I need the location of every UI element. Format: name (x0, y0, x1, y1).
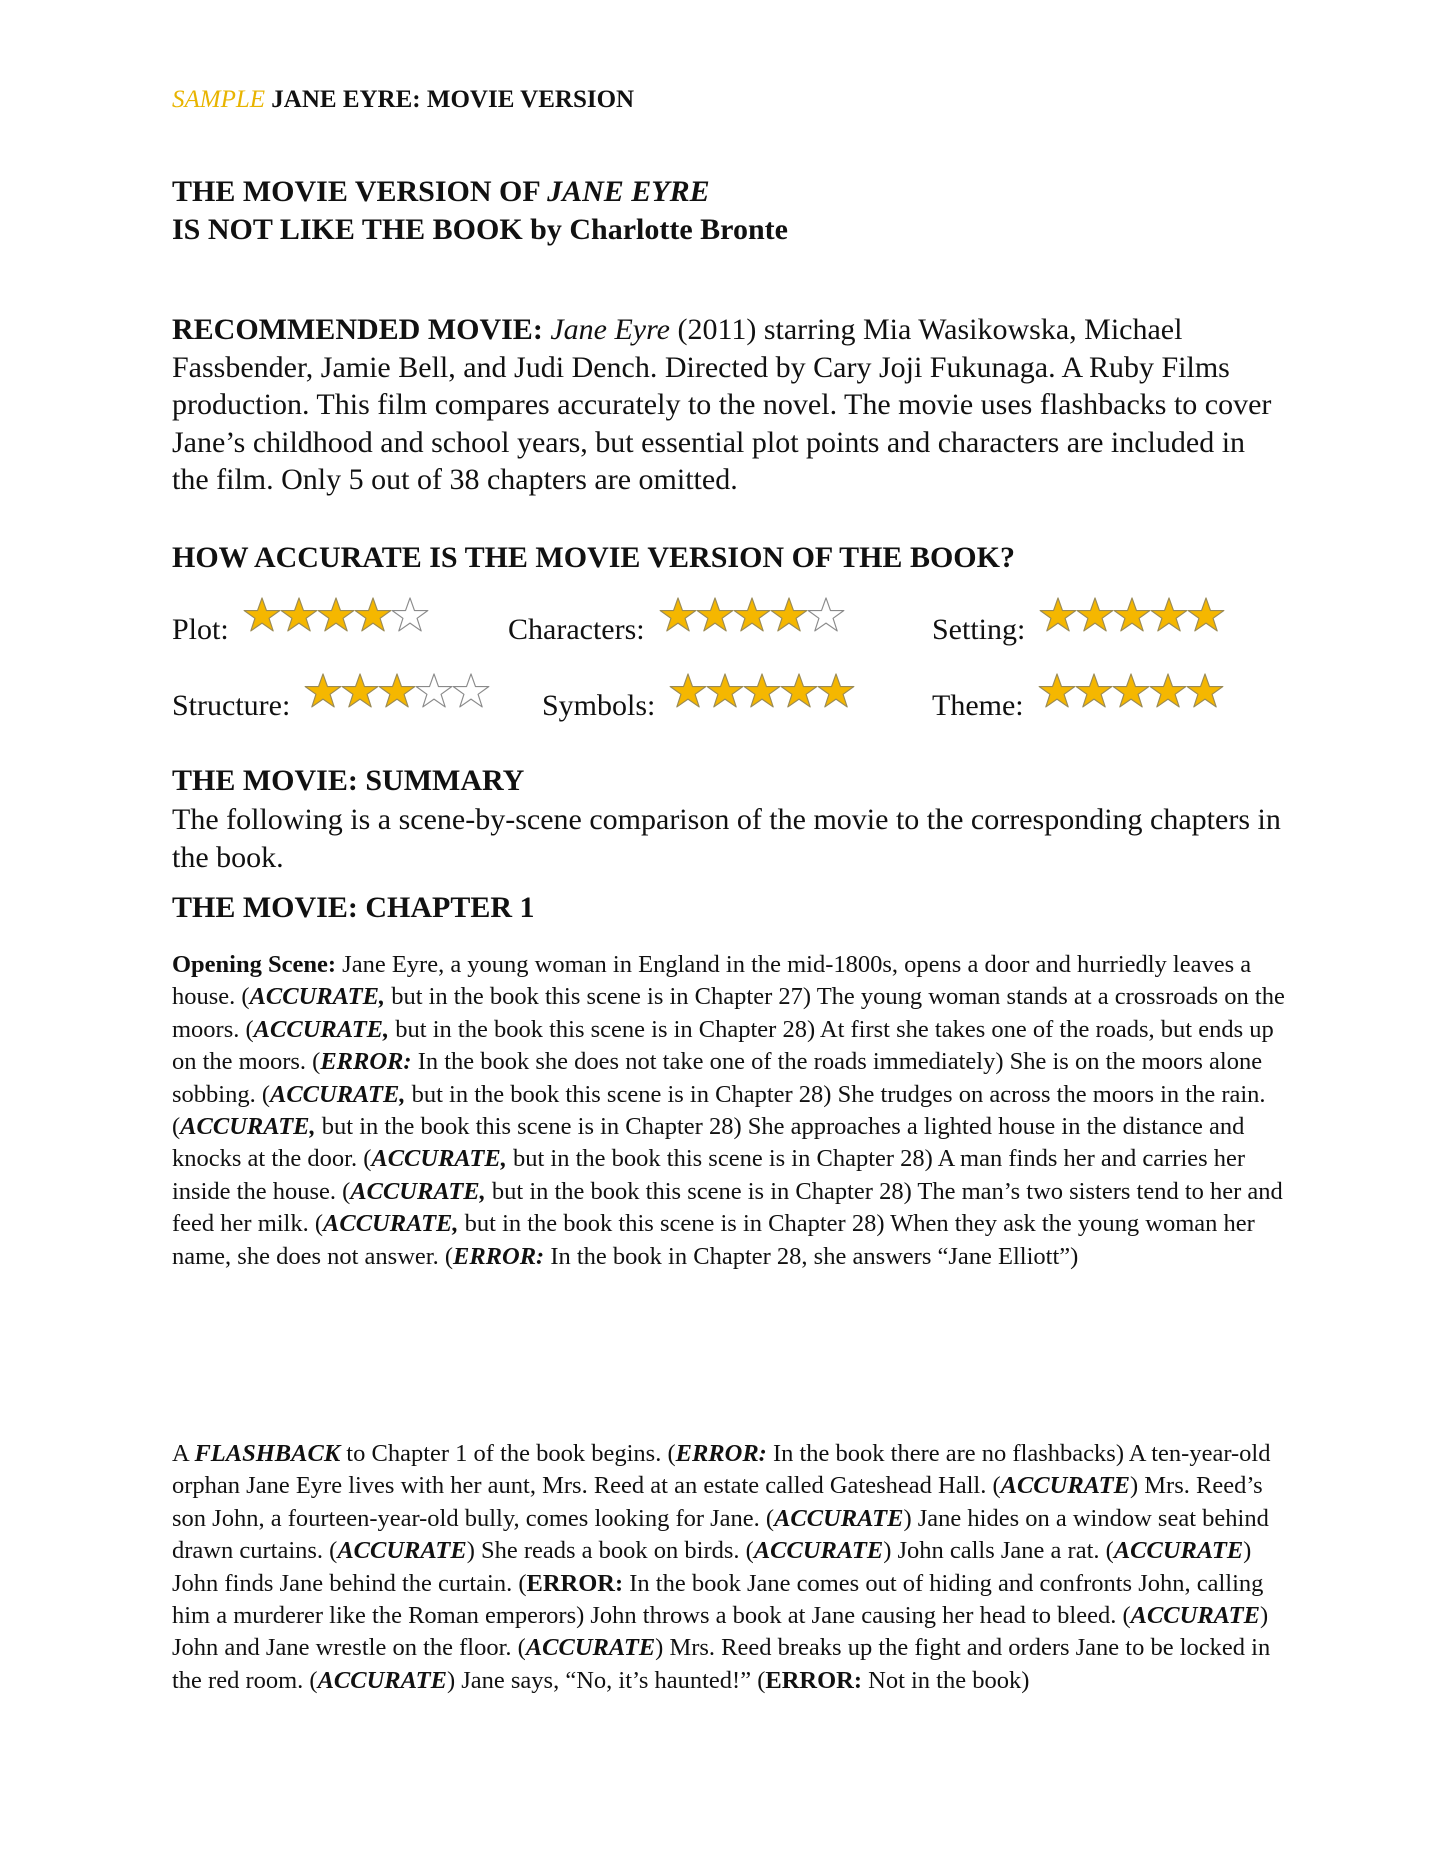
bold-italic-tag: ACCURATE (753, 1537, 884, 1565)
star-filled-icon (817, 672, 855, 710)
bold-italic-tag: ERROR: (320, 1048, 412, 1076)
bold-italic-tag: ACCURATE, (323, 1210, 459, 1238)
bold-italic-tag: ACCURATE, (350, 1177, 486, 1205)
star-filled-icon (770, 596, 808, 634)
bold-italic-tag: ACCURATE (1113, 1537, 1244, 1565)
star-filled-icon (1112, 672, 1150, 710)
star-filled-icon (304, 672, 342, 710)
star-empty-icon (807, 596, 845, 634)
title-line-2: IS NOT LIKE THE BOOK by Charlotte Bronte (172, 213, 788, 246)
ratings-grid (172, 600, 1292, 752)
text-segment: but in the book this scene is in Chapter 28) The man’s two sisters tend to her and feed her milk. ( (172, 1177, 1283, 1238)
text-segment: ) Jane says, “No, it’s haunted!” ( (446, 1666, 766, 1694)
star-rating (243, 596, 428, 634)
star-rating (1039, 596, 1224, 634)
opening-scene-paragraph (172, 949, 1290, 1273)
ratings-row-2 (172, 676, 1292, 752)
text-segment: to Chapter 1 of the book begins. ( (340, 1440, 676, 1467)
ratings-row-1 (172, 600, 1292, 676)
title-book-name: JANE EYRE (547, 175, 710, 208)
star-filled-icon (743, 672, 781, 710)
star-rating (669, 672, 854, 710)
bold-italic-tag: ACCURATE (1000, 1472, 1130, 1500)
title-prefix: THE MOVIE VERSION OF (172, 175, 548, 208)
star-filled-icon (1038, 672, 1076, 710)
rating-structure (172, 676, 489, 736)
bold-italic-tag: ACCURATE, (253, 1015, 390, 1043)
star-filled-icon (317, 596, 355, 634)
text-segment: In the book in Chapter 28, she answers “Jane Elliott”) (544, 1242, 1079, 1270)
text-segment: In the book Jane comes out of hiding and confronts John, calling him a murderer like the Roman emperors) John throws a book at Jane causing her head to bleed. ( (172, 1569, 1264, 1630)
rating-label: Theme: (932, 689, 1024, 722)
star-filled-icon (1150, 596, 1188, 634)
text-segment: but in the book this scene is in Chapter 28) When they ask the young woman her name, she does not answer. ( (172, 1210, 1255, 1270)
text-segment: A (172, 1440, 195, 1467)
bold-italic-tag: ACCURATE, (249, 983, 386, 1011)
opening-scene-label: Opening Scene: (172, 951, 337, 978)
bold-tag: ERROR: (765, 1666, 862, 1694)
recommended-movie-paragraph (172, 311, 1272, 499)
star-filled-icon (659, 596, 697, 634)
accuracy-heading: HOW ACCURATE IS THE MOVIE VERSION OF THE BOOK? (172, 541, 1015, 574)
rating-characters (508, 600, 844, 660)
star-rating (1038, 672, 1223, 710)
text-segment: but in the book this scene is in Chapter 27) The young woman stands at a crossroads on the moors. ( (172, 983, 1285, 1043)
flashback-paragraph (172, 1438, 1290, 1697)
bold-italic-tag: ACCURATE, (180, 1113, 316, 1141)
text-segment: ) John calls Jane a rat. ( (883, 1537, 1114, 1565)
rating-setting (932, 600, 1224, 660)
star-filled-icon (243, 596, 281, 634)
rating-label: Setting: (932, 613, 1026, 646)
rating-label: Plot: (172, 613, 229, 646)
page-header (172, 85, 1292, 115)
star-filled-icon (378, 672, 416, 710)
star-filled-icon (1113, 596, 1151, 634)
text-segment: but in the book this scene is in Chapter 28) A man finds her and carries her inside the house. ( (172, 1145, 1246, 1205)
rating-label: Symbols: (542, 689, 656, 722)
bold-tag: ERROR: (526, 1569, 624, 1597)
star-filled-icon (341, 672, 379, 710)
header-title: JANE EYRE: MOVIE VERSION (265, 86, 635, 113)
text-segment: ) John and Jane wrestle on the floor. ( (172, 1602, 1269, 1662)
text-segment: Jane Eyre, a young woman in England in the mid-1800s, opens a door and hurriedly leaves a house. ( (172, 951, 1252, 1011)
recommended-text: (2011) starring Mia Wasikowska, Michael Fassbender, Jamie Bell, and Judi Dench. Directed by Cary Joji Fukunaga. A Ruby Films production. This film compares accurately to the novel. The movie uses flashbacks to cover Jane’s childhood and school years, but essential plot points and characters are included in the film. Only 5 out of 38 chapters are omitted. (172, 313, 1272, 496)
paragraph-body (172, 1440, 1270, 1694)
text-segment: ) She reads a book on birds. ( (466, 1537, 754, 1565)
star-filled-icon (1186, 672, 1224, 710)
rating-plot (172, 600, 428, 660)
star-filled-icon (1149, 672, 1187, 710)
star-filled-icon (780, 672, 818, 710)
summary-text: The following is a scene-by-scene comparison of the movie to the corresponding chapters in the book. (172, 803, 1281, 874)
bold-italic-tag: ACCURATE (1130, 1602, 1260, 1630)
bold-italic-tag: ACCURATE (774, 1504, 904, 1532)
star-filled-icon (1039, 596, 1077, 634)
bold-italic-tag: ACCURATE (317, 1666, 447, 1694)
document-title (172, 173, 788, 249)
rating-symbols (542, 676, 854, 736)
text-segment: but in the book this scene is in Chapter 28) She approaches a lighted house in the distance and knocks at the door. ( (172, 1113, 1245, 1173)
title-line-1 (172, 173, 788, 211)
recommended-label: RECOMMENDED MOVIE: (172, 313, 543, 346)
star-filled-icon (354, 596, 392, 634)
star-filled-icon (1076, 596, 1114, 634)
star-filled-icon (1075, 672, 1113, 710)
star-filled-icon (1187, 596, 1225, 634)
rating-label: Structure: (172, 689, 291, 722)
text-segment: ) Mrs. Reed breaks up the fight and orders Jane to be locked in the red room. ( (172, 1634, 1271, 1694)
text-segment: ) John finds Jane behind the curtain. ( (172, 1537, 1252, 1597)
text-segment: but in the book this scene is in Chapter 28) At first she takes one of the roads, but ends up on the moors. ( (172, 1015, 1274, 1076)
star-filled-icon (669, 672, 707, 710)
bold-italic-tag: FLASHBACK (194, 1440, 341, 1467)
recommended-movie-title: Jane Eyre (550, 313, 670, 346)
rating-theme (932, 676, 1223, 736)
text-segment: ) Jane hides on a window seat behind drawn curtains. ( (172, 1504, 1269, 1565)
bold-italic-tag: ACCURATE, (371, 1145, 507, 1173)
star-filled-icon (733, 596, 771, 634)
sample-label: SAMPLE (172, 86, 266, 113)
text-segment: In the book there are no flashbacks) A ten-year-old orphan Jane Eyre lives with her aunt, Mrs. Reed at an estate called Gateshead Hall. ( (172, 1440, 1271, 1500)
text-segment: but in the book this scene is in Chapter 28) She trudges on across the moors in the rain. ( (172, 1080, 1266, 1141)
summary-heading: THE MOVIE: SUMMARY (172, 764, 525, 797)
bold-italic-tag: ACCURATE (525, 1634, 656, 1662)
chapter-1-heading: THE MOVIE: CHAPTER 1 (172, 891, 535, 924)
bold-italic-tag: ACCURATE, (270, 1080, 406, 1108)
rating-label: Characters: (508, 613, 645, 646)
bold-italic-tag: ERROR: (675, 1440, 767, 1467)
star-filled-icon (706, 672, 744, 710)
star-rating (659, 596, 844, 634)
star-rating (304, 672, 489, 710)
star-empty-icon (452, 672, 490, 710)
text-segment: Not in the book) (862, 1666, 1030, 1694)
star-filled-icon (696, 596, 734, 634)
star-empty-icon (415, 672, 453, 710)
text-segment: In the book she does not take one of the roads immediately) She is on the moors alone sobbing. ( (172, 1048, 1263, 1108)
document-page (172, 85, 1292, 1694)
text-segment: ) Mrs. Reed’s son John, a fourteen-year-old bully, comes looking for Jane. ( (172, 1472, 1263, 1532)
bold-italic-tag: ACCURATE (337, 1537, 467, 1565)
bold-italic-tag: ERROR: (453, 1242, 545, 1270)
star-empty-icon (391, 596, 429, 634)
star-filled-icon (280, 596, 318, 634)
paragraph-body (172, 951, 1285, 1270)
